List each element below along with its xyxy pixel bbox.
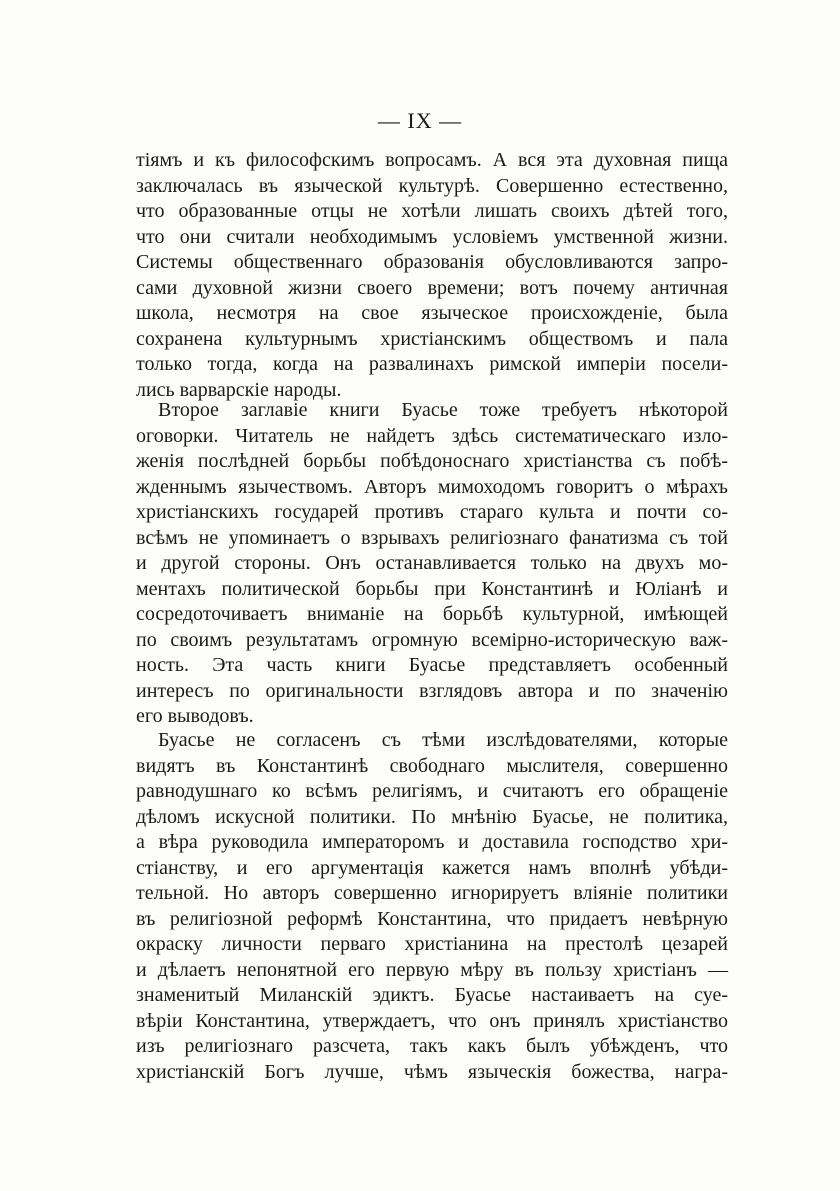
text-line: а вѣра руководила императоромъ и доставила господство хри- bbox=[136, 831, 728, 853]
text-line: сами духовной жизни своего времени; вотъ почему античная bbox=[136, 276, 728, 299]
text-line: тельной. Но авторъ совершенно игнорируетъ вліяніе политики bbox=[136, 882, 728, 904]
text-line: Буасье не согласенъ съ тѣми изслѣдователями, которые bbox=[158, 729, 728, 751]
text-line: знаменитый Миланскій эдиктъ. Буасье настаиваетъ на суе- bbox=[136, 984, 728, 1006]
text-line: вѣріи Константина, утверждаетъ, что онъ принялъ христіанство bbox=[136, 1009, 728, 1032]
paragraph-3 bbox=[136, 728, 728, 1085]
text-line: сосредоточиваетъ вниманіе на борьбѣ культурной, имѣющей bbox=[136, 603, 728, 625]
page-number: — IX — bbox=[377, 108, 463, 133]
text-line: ность. Эта часть книги Буасье представляетъ особенный bbox=[136, 654, 728, 676]
text-line: по своимъ результатамъ огромную всемірно-историческую важ- bbox=[136, 628, 728, 651]
text-line: только тогда, когда на развалинахъ римской имперіи посели- bbox=[136, 353, 728, 375]
text-line: изъ религіознаго разсчета, такъ какъ былъ убѣжденъ, что bbox=[136, 1035, 728, 1057]
text-line: Системы общественнаго образованія обусловливаются запро- bbox=[136, 251, 728, 273]
text-line: его выводовъ. bbox=[136, 705, 254, 727]
text-line: и другой стороны. Онъ останавливается только на двухъ мо- bbox=[136, 552, 728, 574]
text-line: видятъ въ Константинѣ свободнаго мыслителя, совершенно bbox=[136, 754, 728, 777]
paragraph-2 bbox=[136, 398, 728, 730]
text-line: интересъ по оригинальности взглядовъ автора и по значенію bbox=[136, 679, 728, 702]
text-line: лись варварскіе народы. bbox=[136, 378, 342, 401]
text-line: жденнымъ язычествомъ. Авторъ мимоходомъ говоритъ о мѣрахъ bbox=[136, 475, 728, 498]
text-line: окраску личности перваго христіанина на престолѣ цезарей bbox=[136, 933, 728, 955]
paragraph-1 bbox=[136, 148, 728, 403]
text-line: школа, несмотря на свое языческое происхожденіе, была bbox=[136, 302, 728, 324]
text-line: сохранена культурнымъ христіанскимъ обществомъ и пала bbox=[136, 327, 728, 350]
text-line: въ религіозной реформѣ Константина, что придаетъ невѣрную bbox=[136, 907, 728, 930]
text-line: Второе заглавіе книги Буасье тоже требуетъ нѣкоторой bbox=[158, 399, 728, 421]
text-line: стіанству, и его аргументація кажется намъ вполнѣ убѣди- bbox=[136, 856, 728, 879]
text-line: дѣломъ искусной политики. По мнѣнію Буасье, не политика, bbox=[136, 805, 728, 828]
text-line: христіанскій Богъ лучше, чѣмъ языческія божества, награ- bbox=[136, 1060, 728, 1083]
text-line: что образованные отцы не хотѣли лишать своихъ дѣтей того, bbox=[136, 200, 728, 222]
text-line: тіямъ и къ философскимъ вопросамъ. А вся эта духовная пища bbox=[136, 149, 728, 171]
text-line: женія послѣдней борьбы побѣдоноснаго христіанства съ побѣ- bbox=[136, 450, 728, 472]
text-line: оговорки. Читатель не найдетъ здѣсь систематическаго изло- bbox=[136, 424, 728, 447]
text-line: христіанскихъ государей противъ стараго культа и почти со- bbox=[136, 501, 728, 523]
text-line: ментахъ политической борьбы при Константинѣ и Юліанѣ и bbox=[136, 577, 728, 600]
text-line: равнодушнаго ко всѣмъ религіямъ, и считаютъ его обращеніе bbox=[136, 780, 728, 802]
text-line: заключалась въ языческой культурѣ. Совершенно естественно, bbox=[136, 174, 728, 197]
text-line: и дѣлаетъ непонятной его первую мѣру въ пользу христіанъ — bbox=[136, 958, 728, 981]
text-line: что они считали необходимымъ условіемъ умственной жизни. bbox=[136, 225, 728, 248]
text-line: всѣмъ не упоминаетъ о взрывахъ религіознаго фанатизма съ той bbox=[136, 526, 728, 549]
